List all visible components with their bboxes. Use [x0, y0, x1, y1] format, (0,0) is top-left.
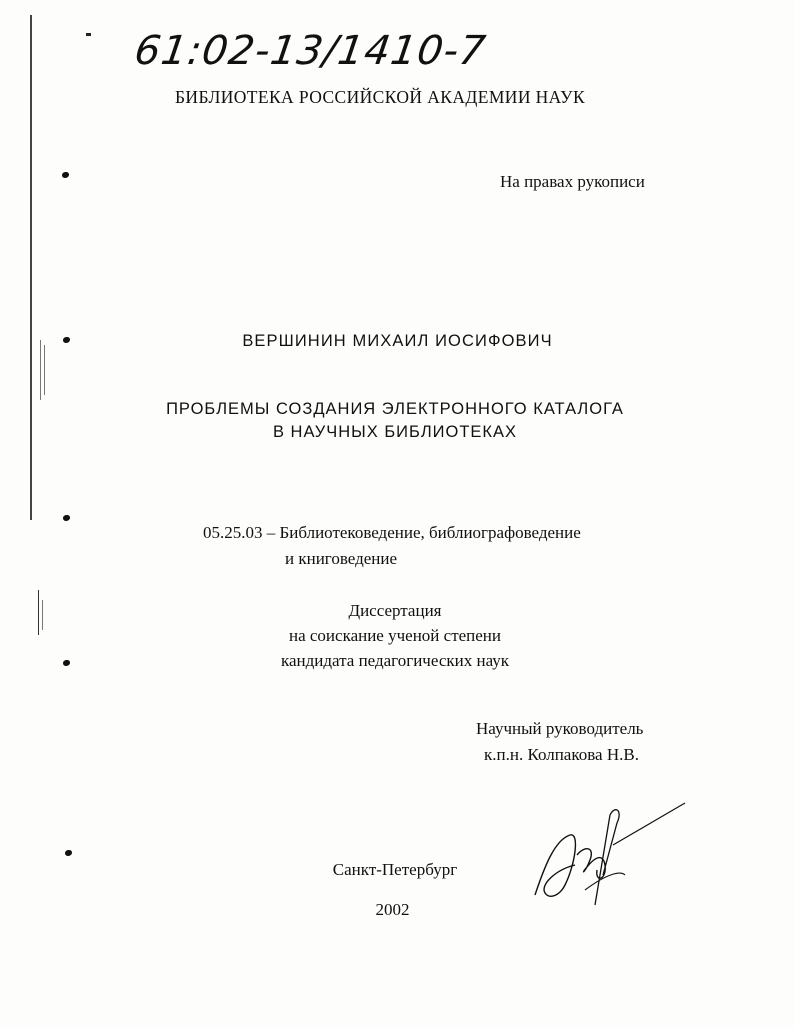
degree-line-2: на соискание ученой степени: [288, 626, 502, 645]
specialty-line-2: и книговедение: [285, 549, 398, 568]
supervisor-name: к.п.н. Колпакова Н.В.: [484, 745, 639, 764]
handwritten-catalog-number: 61:02-13/1410-7: [131, 28, 489, 74]
publication-city: Санкт-Петербург: [332, 860, 458, 879]
binding-hole-mark: [62, 172, 69, 178]
degree-line-3: кандидата педагогических наук: [280, 651, 510, 670]
degree-line-1: Диссертация: [348, 601, 442, 620]
handwritten-signature: [525, 795, 695, 915]
binding-hole-mark: [65, 850, 72, 856]
library-header: БИБЛИОТЕКА РОССИЙСКОЙ АКАДЕМИИ НАУК: [174, 87, 586, 107]
supervisor-label: Научный руководитель: [476, 719, 644, 738]
publication-year: 2002: [375, 900, 410, 919]
degree-statement: [0, 598, 790, 673]
manuscript-rights-note: На правах рукописи: [500, 172, 645, 191]
thesis-title-line-2: В НАУЧНЫХ БИБЛИОТЕКАХ: [272, 423, 518, 441]
specialty-line-1: 05.25.03 – Библиотековедение, библиографоведение: [203, 523, 581, 542]
thesis-title: [0, 398, 790, 444]
supervisor-block: [476, 716, 643, 768]
scan-artifact: [44, 345, 45, 395]
specialty-code: [203, 520, 581, 572]
binding-hole-mark: [63, 515, 70, 521]
author-name: ВЕРШИНИН МИХАИЛ ИОСИФОВИЧ: [242, 332, 553, 350]
thesis-title-line-1: ПРОБЛЕМЫ СОЗДАНИЯ ЭЛЕКТРОННОГО КАТАЛОГА: [166, 400, 624, 418]
scan-artifact: [86, 33, 91, 36]
